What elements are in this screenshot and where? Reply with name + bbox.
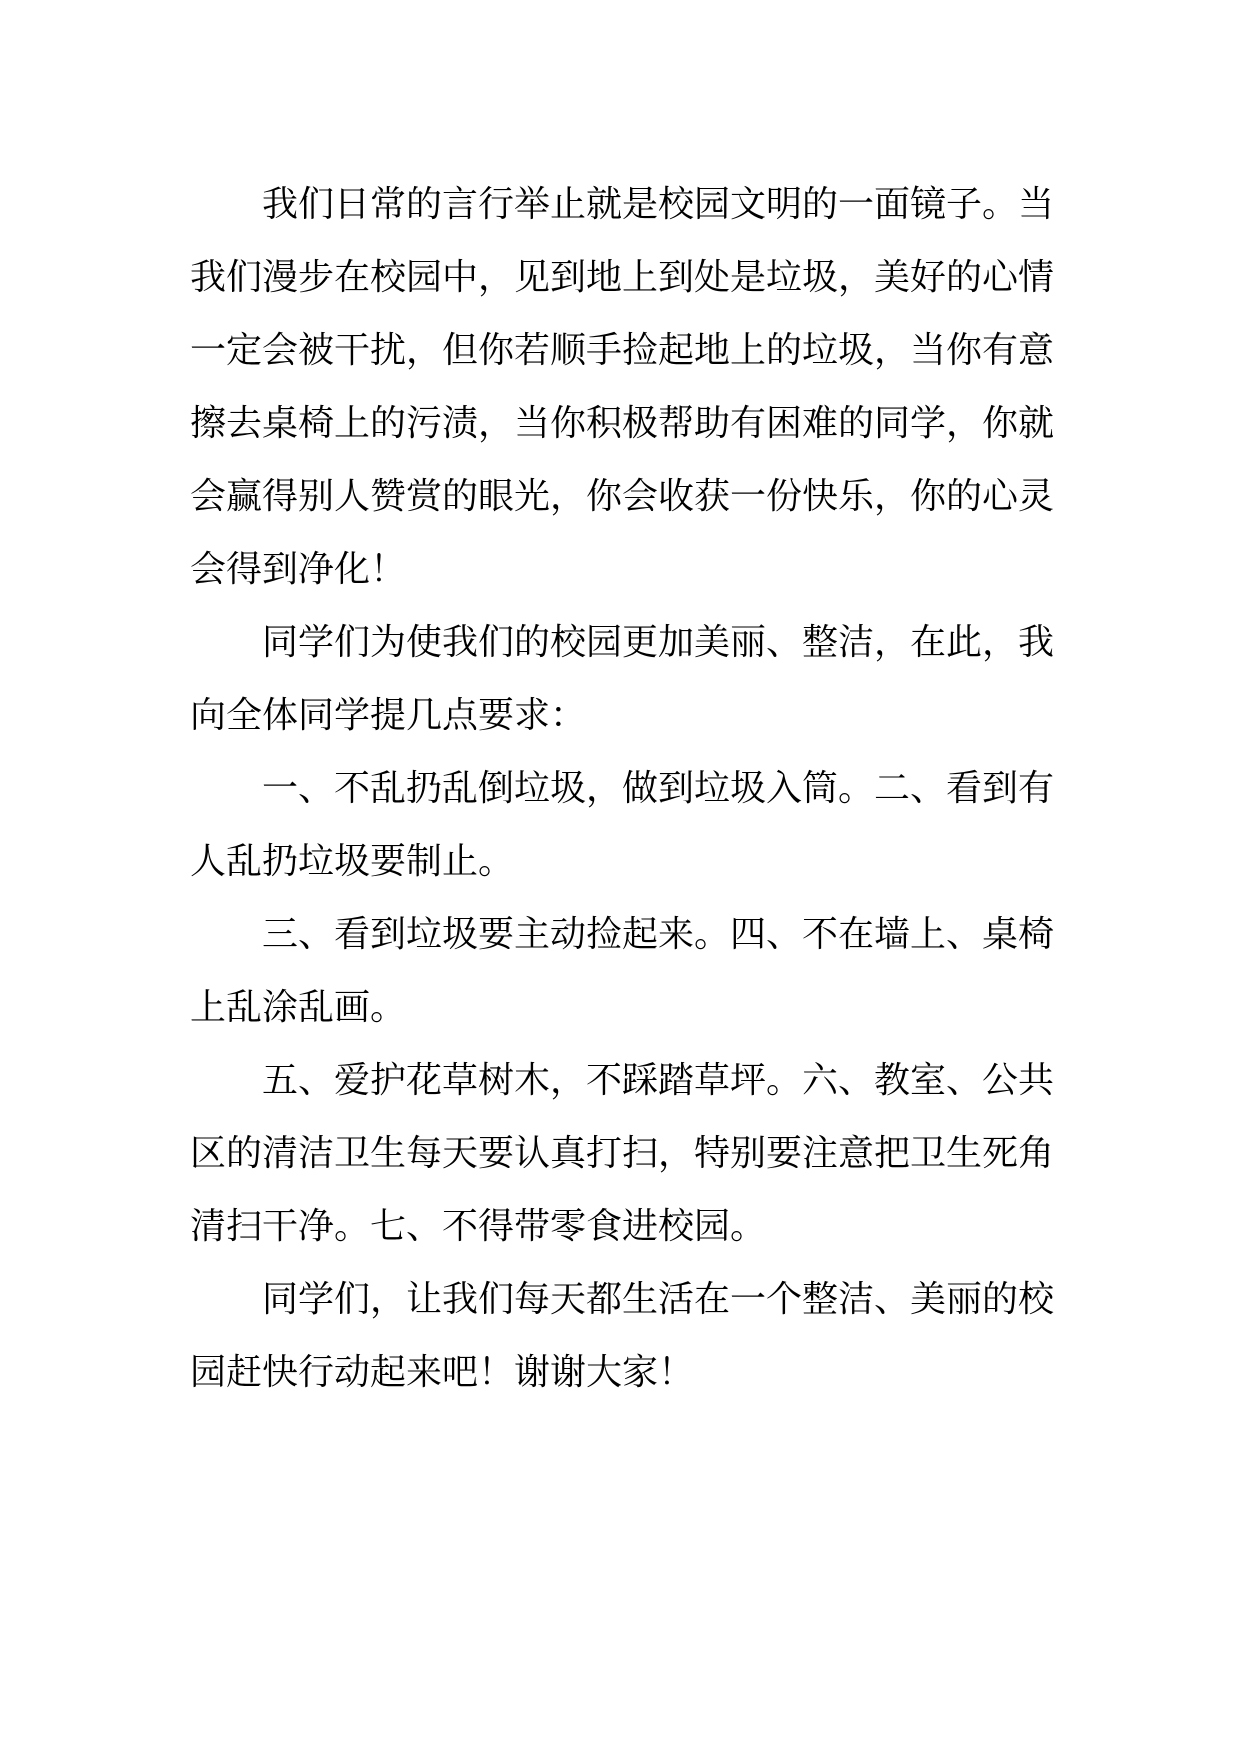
paragraph-1: 我们日常的言行举止就是校园文明的一面镜子。当我们漫步在校园中，见到地上到处是垃圾，美好的心情一定会被干扰，但你若顺手捡起地上的垃圾，当你有意擦去桌椅上的污渍，当你积极帮助有困难的同学，你就会赢得别人赞赏的眼光，你会收获一份快乐，你的心灵会得到净化！ (190, 184, 1055, 590)
paragraph-5: 五、爱护花草树木，不踩踏草坪。六、教室、公共区的清洁卫生每天要认真打扫，特别要注意把卫生死角清扫干净。七、不得带零食进校园。 (190, 1060, 1055, 1247)
paragraph-6: 同学们，让我们每天都生活在一个整洁、美丽的校园赶快行动起来吧！谢谢大家！ (190, 1279, 1055, 1393)
paragraph-4: 三、看到垃圾要主动捡起来。四、不在墙上、桌椅上乱涂乱画。 (190, 914, 1055, 1028)
document-body (190, 168, 1054, 1409)
paragraph-3: 一、不乱扔乱倒垃圾，做到垃圾入筒。二、看到有人乱扔垃圾要制止。 (190, 768, 1055, 882)
paragraph-2: 同学们为使我们的校园更加美丽、整洁，在此，我向全体同学提几点要求： (190, 622, 1055, 736)
